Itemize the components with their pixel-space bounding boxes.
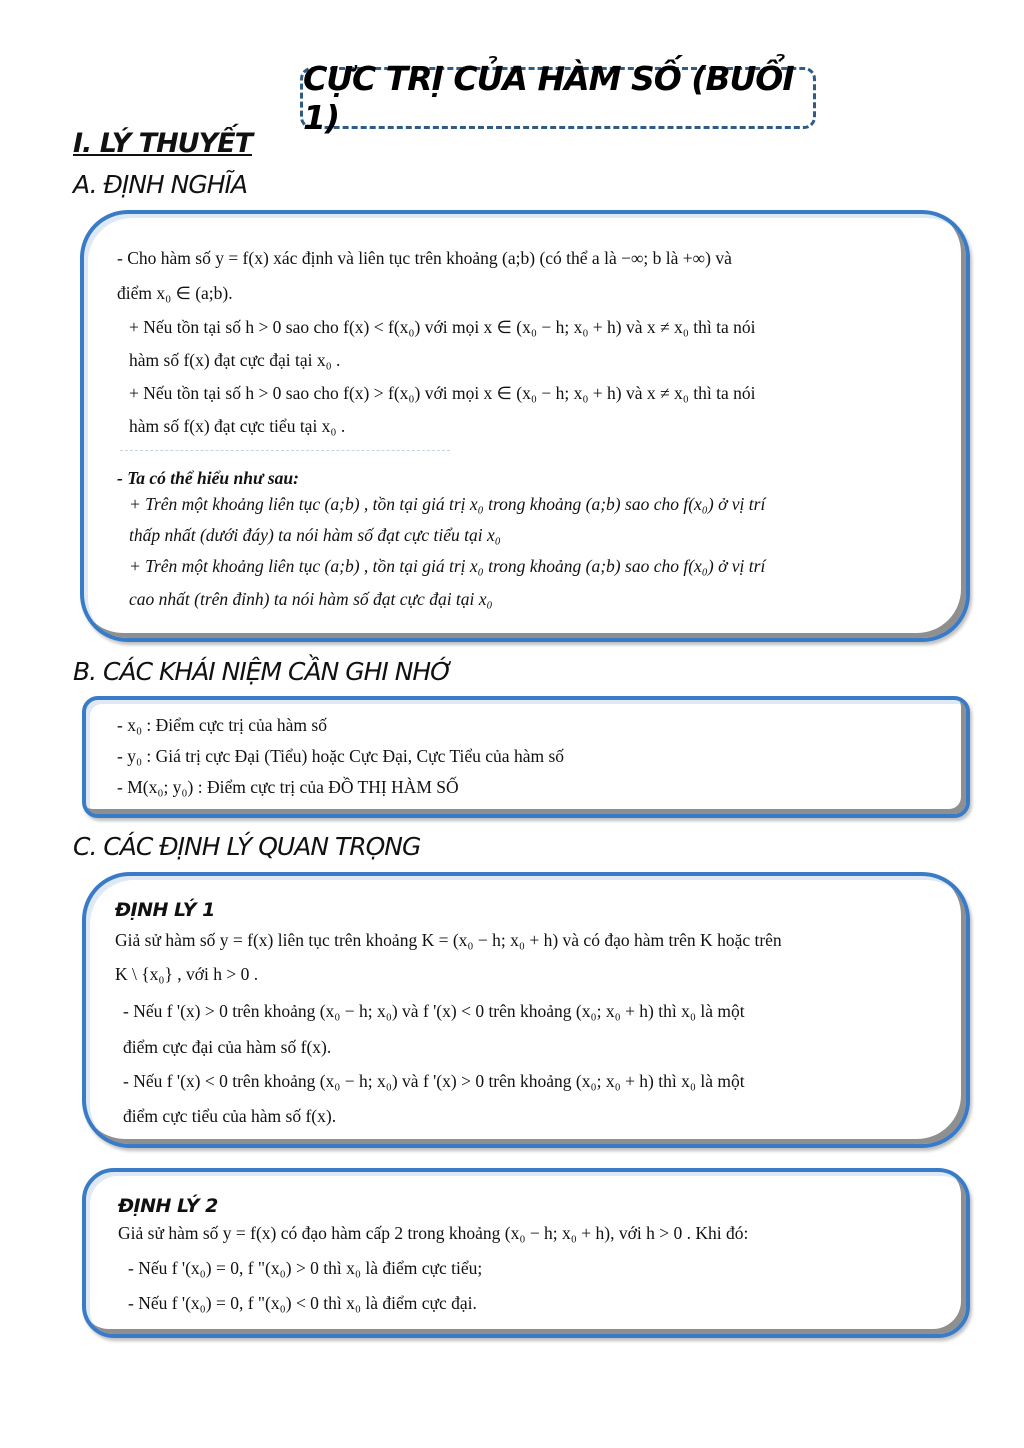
theorem-1-line: Giả sử hàm số y = f(x) liên tục trên khoảng K = (x₀ − h; x₀ + h) và có đạo hàm trên K hoặc trên [115,930,782,950]
understand-line: cao nhất (trên đỉnh) ta nói hàm số đạt cực đại tại x₀ [129,589,493,609]
understand-heading: - Ta có thể hiểu như sau: [117,468,299,488]
dashed-divider [120,450,450,451]
section-heading-concepts: B. CÁC KHÁI NIỆM CẦN GHI NHỚ [73,657,453,686]
section-heading-definition: A. ĐỊNH NGHĨA [73,170,247,199]
definition-line: + Nếu tồn tại số h > 0 sao cho f(x) > f(x₀) với mọi x ∈ (x₀ − h; x₀ + h) và x ≠ x₀ thì ta nói [129,383,756,403]
title-box [300,59,816,137]
understand-line: + Trên một khoảng liên tục (a;b) , tồn tại giá trị x₀ trong khoảng (a;b) sao cho f(x₀) ở vị trí [129,494,766,514]
definition-line: hàm số f(x) đạt cực đại tại x₀ . [129,350,341,370]
theorem-2-line: Giả sử hàm số y = f(x) có đạo hàm cấp 2 trong khoảng (x₀ − h; x₀ + h), với h > 0 . Khi đó: [118,1223,749,1243]
definition-line: hàm số f(x) đạt cực tiểu tại x₀ . [129,416,346,436]
theorem-1-line: điểm cực tiểu của hàm số f(x). [123,1106,337,1126]
understand-line: thấp nhất (dưới đáy) ta nói hàm số đạt cực tiểu tại x₀ [129,525,501,545]
theorem-1-title: ĐỊNH LÝ 1 [115,899,215,921]
section-heading-theorems: C. CÁC ĐỊNH LÝ QUAN TRỌNG [73,832,421,861]
theorem-1-line: điểm cực đại của hàm số f(x). [123,1037,332,1057]
concept-line: - x₀ : Điểm cực trị của hàm số [117,715,327,735]
definition-line: + Nếu tồn tại số h > 0 sao cho f(x) < f(x₀) với mọi x ∈ (x₀ − h; x₀ + h) và x ≠ x₀ thì ta nói [129,317,756,337]
understand-line: + Trên một khoảng liên tục (a;b) , tồn tại giá trị x₀ trong khoảng (a;b) sao cho f(x₀) ở vị trí [129,556,766,576]
definition-line: - Cho hàm số y = f(x) xác định và liên tục trên khoảng (a;b) (có thể a là −∞; b là +∞) và [117,248,732,268]
definition-line: điểm x₀ ∈ (a;b). [117,283,233,303]
theorem-1-line: - Nếu f '(x) < 0 trên khoảng (x₀ − h; x₀) và f '(x) > 0 trên khoảng (x₀; x₀ + h) thì x₀ là một [123,1071,745,1091]
theorem-1-line: K \ {x₀} , với h > 0 . [115,964,259,984]
theorem-2-line: - Nếu f '(x₀) = 0, f "(x₀) < 0 thì x₀ là điểm cực đại. [128,1293,477,1313]
concept-line: - M(x₀; y₀) : Điểm cực trị của ĐỒ THỊ HÀM SỐ [117,777,459,797]
theorem-2-title: ĐỊNH LÝ 2 [118,1195,218,1217]
page-title: CỰC TRỊ CỦA HÀM SỐ (BUỔI 1) [303,59,794,137]
concept-line: - y₀ : Giá trị cực Đại (Tiểu) hoặc Cực Đại, Cực Tiểu của hàm số [117,746,565,766]
theorem-2-line: - Nếu f '(x₀) = 0, f "(x₀) > 0 thì x₀ là điểm cực tiểu; [128,1258,483,1278]
theorem-1-line: - Nếu f '(x) > 0 trên khoảng (x₀ − h; x₀) và f '(x) < 0 trên khoảng (x₀; x₀ + h) thì x₀ là một [123,1001,745,1021]
section-heading-theory: I. LÝ THUYẾT [73,128,253,159]
